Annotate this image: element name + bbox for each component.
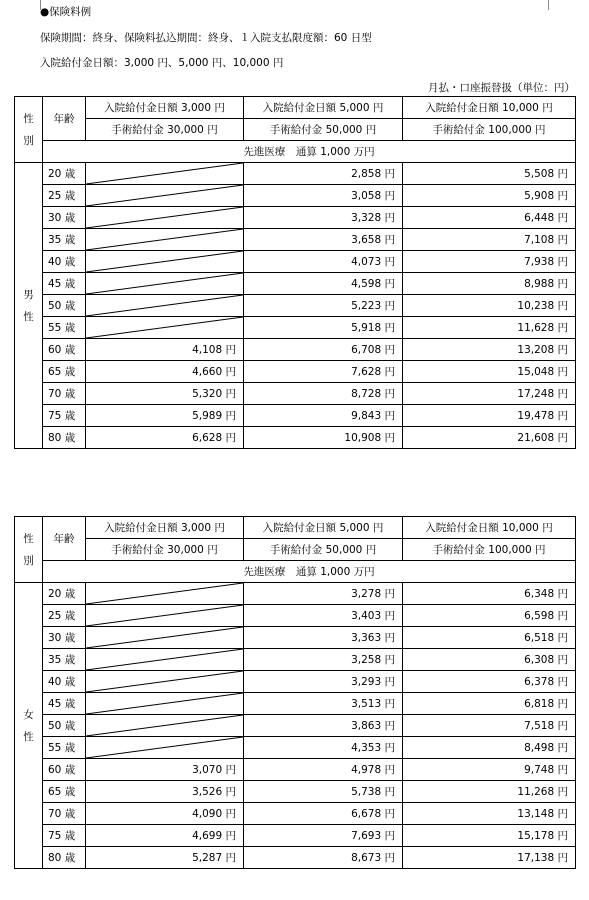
diagonal-slash [86,251,243,272]
table-row [15,605,576,627]
premium-3000-cell: 4,699 円 [86,825,244,847]
gender-header-char: 別 [23,134,34,147]
age-cell: 70 歳 [43,383,86,405]
age-cell: 30 歳 [43,207,86,229]
age-cell: 55 歳 [43,317,86,339]
premium-5000-cell: 5,738 円 [244,781,403,803]
table-row [15,361,576,383]
col-5000-header: 入院給付金日額 5,000 円 [244,97,403,119]
surgery-100000-header: 手術給付金 100,000 円 [403,119,576,141]
table-row [15,715,576,737]
premium-5000-cell: 7,693 円 [244,825,403,847]
diagonal-slash [86,295,243,316]
age-cell: 20 歳 [43,163,86,185]
premium-10000-cell: 8,988 円 [403,273,576,295]
age-cell: 80 歳 [43,847,86,869]
gender-header [15,97,43,163]
premium-10000-cell: 17,248 円 [403,383,576,405]
premium-10000-cell: 11,268 円 [403,781,576,803]
age-cell: 55 歳 [43,737,86,759]
premium-10000-cell: 17,138 円 [403,847,576,869]
age-cell: 75 歳 [43,825,86,847]
premium-10000-cell: 6,598 円 [403,605,576,627]
premium-10000-cell: 6,818 円 [403,693,576,715]
table-row [15,627,576,649]
diagonal-slash [86,185,243,206]
premium-5000-cell: 7,628 円 [244,361,403,383]
premium-10000-cell: 21,608 円 [403,427,576,449]
premium-10000-cell: 6,348 円 [403,583,576,605]
age-cell: 65 歳 [43,781,86,803]
table-row [15,825,576,847]
surgery-50000-header: 手術給付金 50,000 円 [244,539,403,561]
premium-10000-cell: 19,478 円 [403,405,576,427]
not-available-cell [86,649,244,671]
table-row [15,317,576,339]
premium-5000-cell: 4,978 円 [244,759,403,781]
premium-5000-cell: 5,918 円 [244,317,403,339]
male-premium-table [14,96,576,449]
col-3000-header: 入院給付金日額 3,000 円 [86,517,244,539]
premium-5000-cell: 6,708 円 [244,339,403,361]
gender-char: 性 [23,730,34,743]
diagonal-slash [86,605,243,626]
premium-5000-cell: 3,403 円 [244,605,403,627]
not-available-cell [86,251,244,273]
col-10000-header: 入院給付金日額 10,000 円 [403,517,576,539]
age-cell: 20 歳 [43,583,86,605]
premium-3000-cell: 4,660 円 [86,361,244,383]
table-row [15,671,576,693]
premium-10000-cell: 6,308 円 [403,649,576,671]
age-cell: 35 歳 [43,229,86,251]
male-rows [15,163,576,449]
diagonal-slash [86,693,243,714]
table-row [15,759,576,781]
table-row [15,847,576,869]
not-available-cell [86,583,244,605]
table-row [15,693,576,715]
not-available-cell [86,295,244,317]
premium-10000-cell: 5,908 円 [403,185,576,207]
surgery-100000-header: 手術給付金 100,000 円 [403,539,576,561]
not-available-cell [86,737,244,759]
diagonal-slash [86,163,243,184]
diagonal-slash [86,671,243,692]
table-row [15,339,576,361]
age-cell: 70 歳 [43,803,86,825]
age-cell: 60 歳 [43,759,86,781]
diagonal-slash [86,715,243,736]
premium-10000-cell: 11,628 円 [403,317,576,339]
surgery-30000-header: 手術給付金 30,000 円 [86,119,244,141]
premium-3000-cell: 3,526 円 [86,781,244,803]
premium-10000-cell: 7,518 円 [403,715,576,737]
table-row [15,163,576,185]
table-row [15,737,576,759]
premium-3000-cell: 3,070 円 [86,759,244,781]
premium-10000-cell: 7,108 円 [403,229,576,251]
age-cell: 75 歳 [43,405,86,427]
not-available-cell [86,715,244,737]
premium-10000-cell: 10,238 円 [403,295,576,317]
age-cell: 60 歳 [43,339,86,361]
age-header: 年齢 [43,517,86,561]
premium-5000-cell: 4,353 円 [244,737,403,759]
age-cell: 35 歳 [43,649,86,671]
table-row [15,383,576,405]
col-5000-header: 入院給付金日額 5,000 円 [244,517,403,539]
female-premium-table [14,516,576,869]
premium-5000-cell: 3,863 円 [244,715,403,737]
table-row [15,583,576,605]
table-row [15,649,576,671]
age-cell: 25 歳 [43,605,86,627]
diagonal-slash [86,273,243,294]
gender-char: 男 [23,288,34,301]
premium-5000-cell: 6,678 円 [244,803,403,825]
not-available-cell [86,317,244,339]
advanced-medical-header: 先進医療 通算 1,000 万円 [43,561,576,583]
premium-10000-cell: 13,148 円 [403,803,576,825]
not-available-cell [86,229,244,251]
diagonal-slash [86,229,243,250]
premium-5000-cell: 10,908 円 [244,427,403,449]
age-cell: 65 歳 [43,361,86,383]
premium-10000-cell: 15,178 円 [403,825,576,847]
premium-10000-cell: 6,448 円 [403,207,576,229]
table-row [15,251,576,273]
premium-5000-cell: 9,843 円 [244,405,403,427]
advanced-medical-header: 先進医療 通算 1,000 万円 [43,141,576,163]
diagonal-slash [86,583,243,604]
premium-3000-cell: 4,108 円 [86,339,244,361]
not-available-cell [86,273,244,295]
col-10000-header: 入院給付金日額 10,000 円 [403,97,576,119]
diagonal-slash [86,737,243,758]
table-row [15,207,576,229]
diagonal-slash [86,649,243,670]
premium-3000-cell: 4,090 円 [86,803,244,825]
premium-3000-cell: 5,287 円 [86,847,244,869]
not-available-cell [86,605,244,627]
diagonal-slash [86,627,243,648]
not-available-cell [86,693,244,715]
gender-header-char: 性 [23,112,34,125]
premium-5000-cell: 3,363 円 [244,627,403,649]
female-rows [15,583,576,869]
age-cell: 40 歳 [43,671,86,693]
age-cell: 45 歳 [43,273,86,295]
gender-header-char: 別 [23,554,34,567]
gender-char: 性 [23,310,34,323]
premium-3000-cell: 5,320 円 [86,383,244,405]
premium-3000-cell: 6,628 円 [86,427,244,449]
premium-5000-cell: 8,728 円 [244,383,403,405]
surgery-50000-header: 手術給付金 50,000 円 [244,119,403,141]
table-row [15,803,576,825]
gender-char: 女 [23,708,34,721]
female-gender-label [15,583,43,869]
daily-benefit-line: 入院給付金日額：3,000 円、5,000 円、10,000 円 [40,57,284,69]
premium-10000-cell: 6,378 円 [403,671,576,693]
not-available-cell [86,163,244,185]
premium-10000-cell: 5,508 円 [403,163,576,185]
not-available-cell [86,671,244,693]
age-cell: 40 歳 [43,251,86,273]
age-cell: 50 歳 [43,295,86,317]
premium-5000-cell: 4,598 円 [244,273,403,295]
premium-5000-cell: 3,293 円 [244,671,403,693]
premium-5000-cell: 3,513 円 [244,693,403,715]
table-row [15,273,576,295]
table-row [15,295,576,317]
age-cell: 45 歳 [43,693,86,715]
premium-10000-cell: 7,938 円 [403,251,576,273]
table-row [15,185,576,207]
male-gender-label [15,163,43,449]
premium-5000-cell: 3,058 円 [244,185,403,207]
gender-header [15,517,43,583]
premium-10000-cell: 6,518 円 [403,627,576,649]
premium-10000-cell: 15,048 円 [403,361,576,383]
not-available-cell [86,207,244,229]
table-row [15,781,576,803]
margin-tick-right [548,0,549,10]
premium-10000-cell: 8,498 円 [403,737,576,759]
premium-3000-cell: 5,989 円 [86,405,244,427]
premium-5000-cell: 5,223 円 [244,295,403,317]
premium-10000-cell: 9,748 円 [403,759,576,781]
premium-5000-cell: 3,328 円 [244,207,403,229]
gender-header-char: 性 [23,532,34,545]
table-row [15,405,576,427]
surgery-30000-header: 手術給付金 30,000 円 [86,539,244,561]
col-3000-header: 入院給付金日額 3,000 円 [86,97,244,119]
document-title: ●保険料例 [40,6,92,18]
premium-5000-cell: 8,673 円 [244,847,403,869]
age-cell: 30 歳 [43,627,86,649]
insurance-terms-line: 保険期間：終身、保険料払込期間：終身、１入院支払限度額：60 日型 [40,32,372,44]
table-row [15,427,576,449]
premium-5000-cell: 3,258 円 [244,649,403,671]
premium-5000-cell: 3,278 円 [244,583,403,605]
not-available-cell [86,627,244,649]
premium-5000-cell: 2,858 円 [244,163,403,185]
diagonal-slash [86,317,243,338]
table-row [15,229,576,251]
diagonal-slash [86,207,243,228]
age-cell: 25 歳 [43,185,86,207]
premium-10000-cell: 13,208 円 [403,339,576,361]
not-available-cell [86,185,244,207]
payment-note: 月払・口座振替扱（単位：円） [428,82,575,94]
age-cell: 80 歳 [43,427,86,449]
premium-5000-cell: 3,658 円 [244,229,403,251]
age-header: 年齢 [43,97,86,141]
age-cell: 50 歳 [43,715,86,737]
premium-5000-cell: 4,073 円 [244,251,403,273]
